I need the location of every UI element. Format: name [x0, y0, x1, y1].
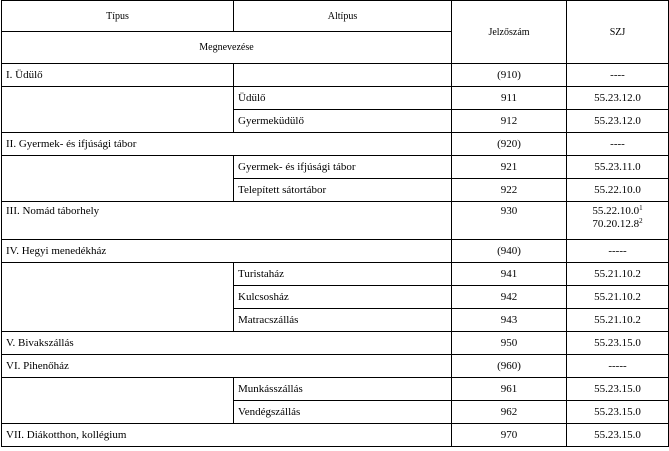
szj-cell: 55.21.10.2: [567, 309, 669, 332]
code-cell: 941: [452, 263, 567, 286]
code-cell: 970: [452, 424, 567, 447]
table-row: [2, 424, 669, 447]
type-label: III. Nomád táborhely: [2, 202, 452, 240]
code-cell: 912: [452, 110, 567, 133]
code-cell: (920): [452, 133, 567, 156]
table-row: [2, 64, 669, 87]
szj-cell: ----: [567, 133, 669, 156]
table-row: [2, 156, 669, 179]
code-cell: 942: [452, 286, 567, 309]
subtype-label: Telepített sátortábor: [234, 179, 452, 202]
subtype-label: Matracszállás: [234, 309, 452, 332]
szj-value: 70.20.12.8: [592, 218, 640, 230]
footnote-mark: 1: [639, 204, 643, 212]
subtype-empty-cell: [234, 64, 452, 87]
szj-cell: 55.21.10.2: [567, 286, 669, 309]
subtype-label: Gyermeküdülő: [234, 110, 452, 133]
szj-cell: 55.23.15.0: [567, 332, 669, 355]
table-row: [2, 332, 669, 355]
header-megnevezese: Megnevezése: [2, 32, 452, 64]
code-cell: 921: [452, 156, 567, 179]
szj-cell: 55.21.10.2: [567, 263, 669, 286]
szj-cell: 55.23.15.0: [567, 378, 669, 401]
type-label: I. Üdülő: [2, 64, 234, 87]
szj-cell: 55.22.10.0: [567, 179, 669, 202]
type-empty-cell: [2, 156, 234, 202]
type-label: II. Gyermek- és ifjúsági tábor: [2, 133, 452, 156]
type-label: VII. Diákotthon, kollégium: [2, 424, 452, 447]
szj-cell: -----: [567, 240, 669, 263]
szj-line-2: [571, 218, 664, 231]
table-row: [2, 240, 669, 263]
subtype-label: Turistaház: [234, 263, 452, 286]
accommodation-types-table: [1, 0, 669, 447]
footnote-mark: 2: [639, 217, 643, 225]
header-jelzoszam: Jelzőszám: [452, 1, 567, 64]
code-cell: 962: [452, 401, 567, 424]
code-cell: 922: [452, 179, 567, 202]
subtype-label: Kulcsosház: [234, 286, 452, 309]
subtype-label: Vendégszállás: [234, 401, 452, 424]
szj-cell: 55.23.15.0: [567, 424, 669, 447]
szj-cell: 55.23.12.0: [567, 110, 669, 133]
szj-cell: 55.23.11.0: [567, 156, 669, 179]
subtype-label: Gyermek- és ifjúsági tábor: [234, 156, 452, 179]
table-row: [2, 87, 669, 110]
type-label: VI. Pihenőház: [2, 355, 452, 378]
table-row: [2, 263, 669, 286]
szj-value: 55.22.10.0: [592, 205, 640, 217]
header-tipus: Típus: [2, 1, 234, 32]
code-cell: 961: [452, 378, 567, 401]
type-empty-cell: [2, 378, 234, 424]
szj-cell: ----: [567, 64, 669, 87]
table-row: [2, 202, 669, 240]
code-cell: 911: [452, 87, 567, 110]
table-row: [2, 355, 669, 378]
code-cell: (940): [452, 240, 567, 263]
type-label: V. Bivakszállás: [2, 332, 452, 355]
szj-cell: 55.23.12.0: [567, 87, 669, 110]
code-cell: 943: [452, 309, 567, 332]
code-cell: (910): [452, 64, 567, 87]
table-row: [2, 133, 669, 156]
szj-cell: 55.23.15.0: [567, 401, 669, 424]
type-empty-cell: [2, 87, 234, 133]
subtype-label: Munkásszállás: [234, 378, 452, 401]
type-empty-cell: [2, 263, 234, 332]
szj-cell: -----: [567, 355, 669, 378]
szj-multi-cell: [567, 202, 669, 240]
table-row: [2, 378, 669, 401]
header-szj: SZJ: [567, 1, 669, 64]
szj-line-1: [571, 205, 664, 218]
type-label: IV. Hegyi menedékház: [2, 240, 452, 263]
subtype-label: Üdülő: [234, 87, 452, 110]
header-altipus: Altípus: [234, 1, 452, 32]
code-cell: 930: [452, 202, 567, 240]
code-cell: 950: [452, 332, 567, 355]
code-cell: (960): [452, 355, 567, 378]
